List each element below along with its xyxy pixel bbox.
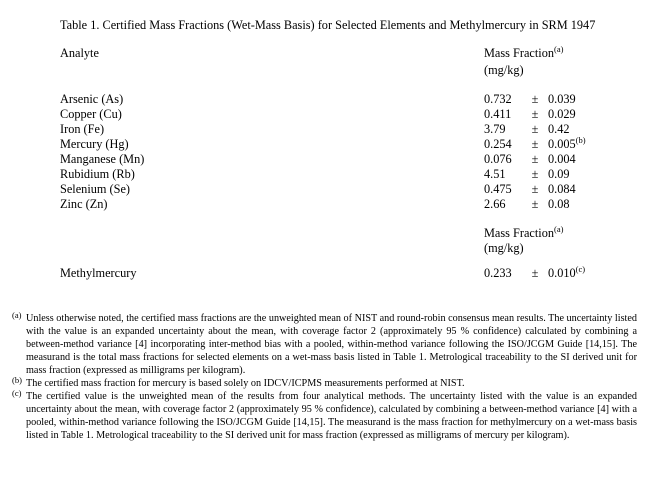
uncertainty-value	[548, 197, 586, 212]
footnote-text-c: The certified value is the unweighted mean of the results from four analytical methods. The uncertainty listed with the value is an expanded uncertainty about the mean, with coverage factor 2 (approximately 95 % confidence), calculated by combining a between-method variance [4] with a pooled, within-method variance following the ISO/JCGM Guide [14,15]. The measurand is the mass fraction for methylmercury on a wet-mass basis listed in Table 1. Metrological traceability to the SI derived unit for mass fraction (expressed as milligrams of mercury per kilogram).	[26, 391, 637, 442]
mass-fraction-value: 4.51	[484, 167, 506, 181]
plus-minus-symbol: ±	[531, 266, 539, 280]
plus-minus-symbol: ±	[531, 182, 539, 196]
spacer-row	[60, 256, 586, 266]
table-header-row	[60, 46, 586, 63]
mass-fraction-value: 0.475	[484, 182, 512, 196]
footnote-text-b: The certified mass fraction for mercury is based solely on IDCV/ICPMS measurements performed at NIST.	[26, 378, 465, 390]
spacer-row	[60, 78, 586, 92]
table-row	[60, 122, 586, 137]
table-row	[60, 152, 586, 167]
spacer-cell	[60, 78, 586, 92]
mass-fraction-value: 0.076	[484, 152, 512, 166]
table-body	[60, 43, 586, 281]
mass-fraction-value: 2.66	[484, 197, 506, 211]
footnote-text-a: Unless otherwise noted, the certified mass fractions are the unweighted mean of NIST and round-robin consensus mean results. The uncertainty listed with the value is an expanded uncertainty about the mean, with coverage factor 2 (approximately 95 % confidence) calculated by combining a between-method variance [4] incorporating inter-method bias with a pooled, within-method variance following the ISO/JCGM Guide [14,15]. The measurand is the total mass fractions for selected elements on a wet-mass basis listed in Table 1. Metrological traceability to the SI derived unit for mass fraction (expressed as milligrams per kilogram).	[26, 313, 637, 377]
plus-minus-symbol: ±	[531, 197, 539, 211]
analyte-name: Arsenic (As)	[60, 92, 124, 106]
plus-minus-symbol: ±	[531, 152, 539, 166]
plus-minus-symbol: ±	[531, 137, 539, 151]
plus-minus-symbol: ±	[531, 122, 539, 136]
footnote-b	[12, 377, 637, 390]
column-header-units-secondary: (mg/kg)	[484, 241, 524, 255]
certified-mass-fractions-table	[60, 43, 586, 281]
column-header-mass-fraction-footnote-ref-secondary: (a)	[554, 223, 564, 234]
analyte-name: Copper (Cu)	[60, 107, 122, 121]
analyte-name: Selenium (Se)	[60, 182, 131, 196]
analyte-name: Zinc (Zn)	[60, 197, 108, 211]
uncertainty-value	[548, 92, 586, 107]
mass-fraction-value: 0.254	[484, 137, 512, 151]
uncertainty-value	[548, 263, 586, 281]
analyte-name: Iron (Fe)	[60, 122, 105, 136]
analyte-name: Methylmercury	[60, 266, 137, 280]
footnote-marker-c: (c)	[12, 388, 22, 399]
uncertainty-value	[548, 134, 586, 152]
uncertainty-number: 0.09	[548, 167, 570, 181]
table-row	[60, 182, 586, 197]
analyte-name: Rubidium (Rb)	[60, 167, 135, 181]
footnote-c	[12, 390, 637, 442]
uncertainty-footnote-ref: (c)	[575, 263, 586, 274]
plus-minus-symbol: ±	[531, 167, 539, 181]
table-header-units-row	[60, 63, 586, 78]
footnote-a	[12, 312, 637, 377]
table-header-units-row-secondary	[60, 241, 586, 256]
column-header-analyte-spacer-secondary	[60, 226, 484, 241]
uncertainty-number: 0.010	[548, 266, 576, 280]
table-caption: Table 1. Certified Mass Fractions (Wet-Mass Basis) for Selected Elements and Methylmercury in SRM 1947	[60, 18, 596, 32]
plus-minus-symbol: ±	[531, 92, 539, 106]
column-header-analyte: Analyte	[60, 46, 99, 60]
uncertainty-footnote-ref: (b)	[575, 134, 586, 145]
column-header-mass-fraction-secondary	[484, 223, 586, 241]
spacer-cell	[60, 256, 586, 266]
uncertainty-value	[548, 152, 586, 167]
spacer-cell	[60, 212, 586, 226]
uncertainty-number: 0.005	[548, 137, 576, 151]
column-header-mass-fraction	[484, 43, 586, 63]
table-row	[60, 266, 586, 281]
column-header-mass-fraction-label-secondary: Mass Fraction	[484, 226, 555, 240]
footnotes-section	[12, 312, 637, 442]
uncertainty-number: 0.42	[548, 122, 570, 136]
table-row	[60, 107, 586, 122]
column-header-analyte-spacer-secondary-2	[60, 241, 484, 256]
column-header-analyte-spacer	[60, 63, 484, 78]
footnote-marker-a: (a)	[12, 310, 22, 320]
spacer-row	[60, 212, 586, 226]
table-row	[60, 197, 586, 212]
uncertainty-value	[548, 167, 586, 182]
table-row	[60, 92, 586, 107]
mass-fraction-value: 3.79	[484, 122, 506, 136]
uncertainty-number: 0.029	[548, 107, 576, 121]
table-row	[60, 137, 586, 152]
plus-minus-symbol: ±	[531, 107, 539, 121]
mass-fraction-value: 0.411	[484, 107, 512, 121]
uncertainty-number: 0.039	[548, 92, 576, 106]
column-header-units: (mg/kg)	[484, 63, 524, 77]
column-header-mass-fraction-footnote-ref: (a)	[554, 43, 564, 54]
analyte-name: Mercury (Hg)	[60, 137, 129, 151]
uncertainty-number: 0.08	[548, 197, 570, 211]
analyte-name: Manganese (Mn)	[60, 152, 145, 166]
uncertainty-number: 0.004	[548, 152, 576, 166]
footnote-marker-b: (b)	[12, 375, 22, 386]
mass-fraction-value: 0.732	[484, 92, 512, 106]
table-row	[60, 167, 586, 182]
mass-fraction-value: 0.233	[484, 266, 512, 280]
uncertainty-value	[548, 107, 586, 122]
uncertainty-value	[548, 182, 586, 197]
table-header-row-secondary	[60, 226, 586, 241]
uncertainty-number: 0.084	[548, 182, 576, 196]
column-header-mass-fraction-label: Mass Fraction	[484, 46, 555, 60]
